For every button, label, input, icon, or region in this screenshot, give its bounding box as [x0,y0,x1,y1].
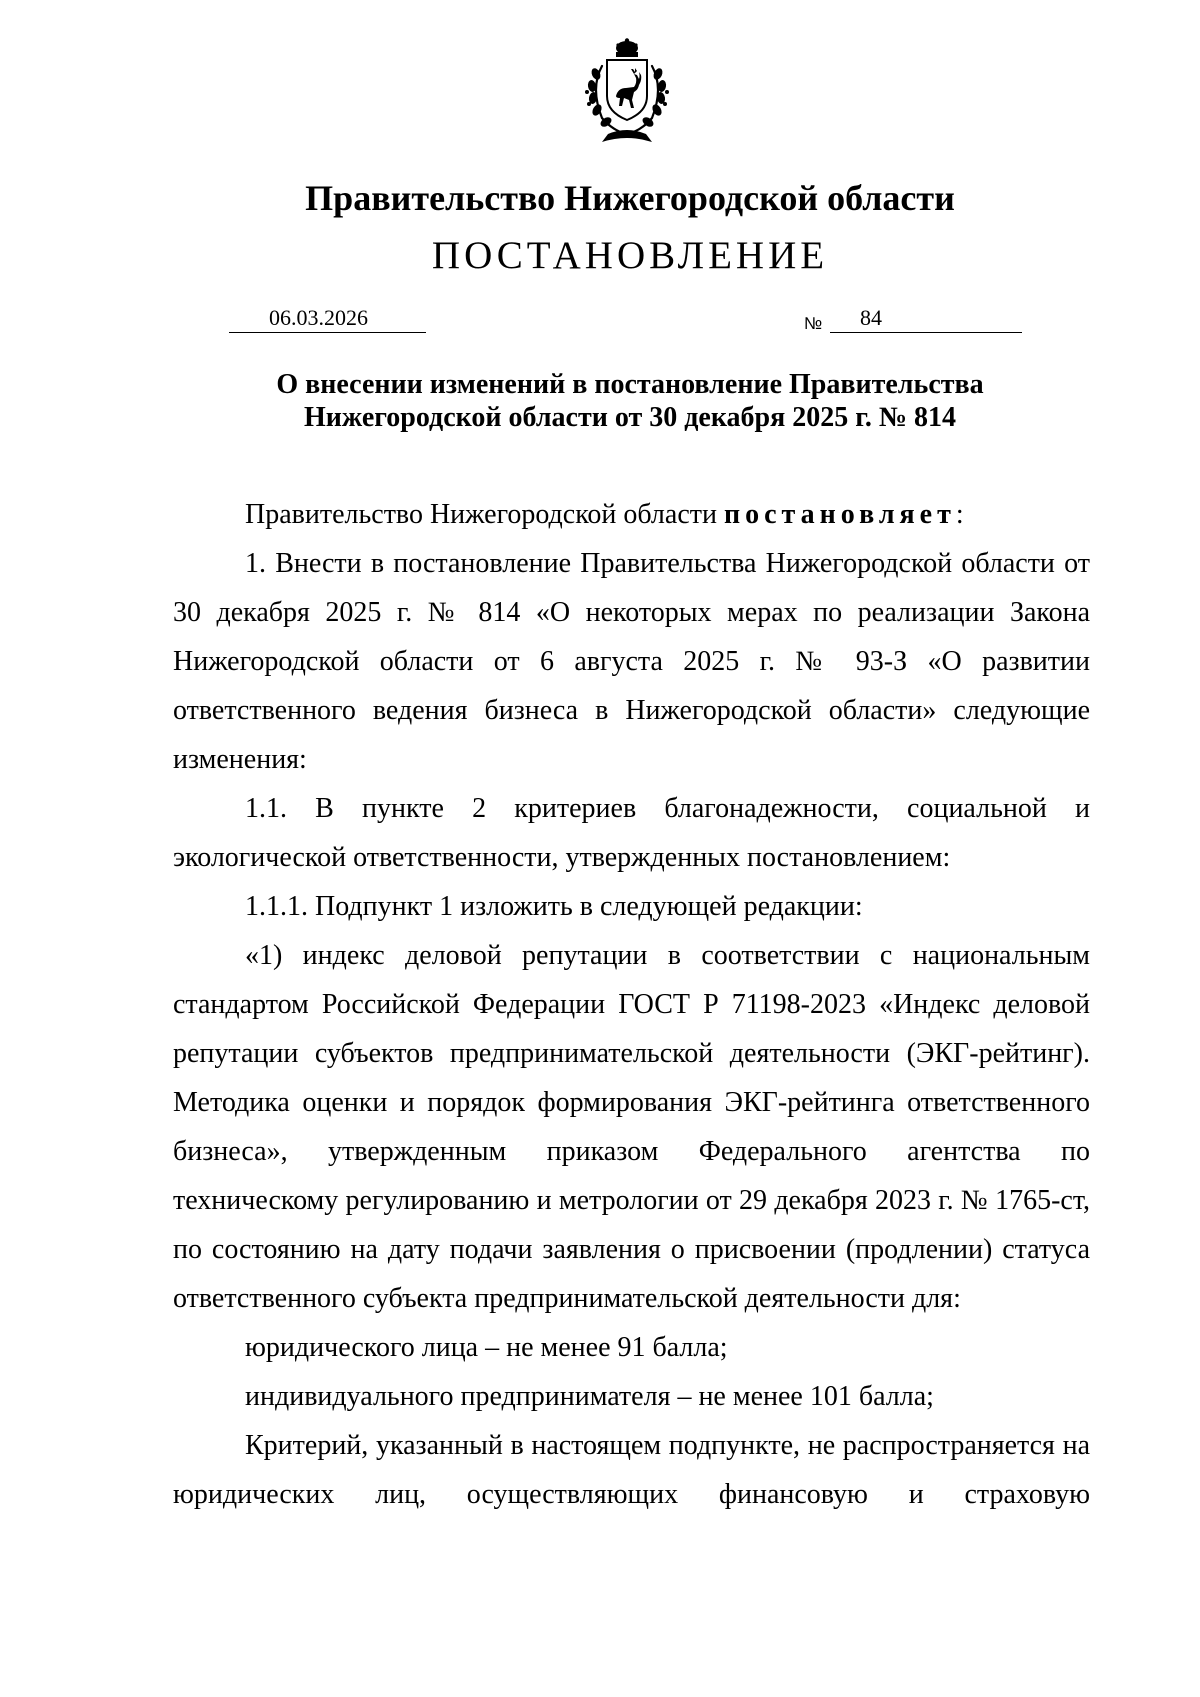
organization-title: Правительство Нижегородской области [305,178,955,218]
document-number-field [830,306,1022,333]
document-body [173,490,1090,1519]
document-number: 84 [860,305,882,330]
individual-entrepreneur-threshold: индивидуального предпринимателя – не менее 101 балла; [245,1381,934,1412]
paragraph-1-1: 1.1. В пункте 2 критериев благонадежности, социальной и экологической ответственности, утвержденных постановлением: [173,793,1090,873]
preamble-paragraph [173,490,1090,539]
subject-line-1: О внесении изменений в постановление Правительства [276,369,984,400]
paragraph-1: 1. Внести в постановление Правительства Нижегородской области от 30 декабря 2025 г. № 814 «О некоторых мерах по реализации Закона Нижегородской области от 6 августа 2025 г. № 93-З «О развитии ответственного ведения бизнеса в Нижегородской области» следующие изменения: [173,548,1090,775]
document-type: ПОСТАНОВЛЕНИЕ [431,234,829,277]
preamble-verb: постановляет [723,499,956,530]
document-subject [0,368,1200,434]
nizhny-novgorod-coat-of-arms-icon [572,38,682,146]
paragraph-1-1-1: 1.1.1. Подпункт 1 изложить в следующей редакции: [245,891,863,922]
preamble-text: Правительство Нижегородской области [245,499,724,530]
legal-entity-threshold: юридического лица – не менее 91 балла; [245,1332,728,1363]
document-date: 06.03.2026 [269,305,368,330]
subject-line-2: Нижегородской области от 30 декабря 2025 г. № 814 [304,402,956,433]
preamble-colon: : [955,499,964,530]
number-sign: № [804,314,823,333]
document-date-field [229,306,426,333]
quoted-subclause: «1) индекс деловой репутации в соответствии с национальным стандартом Российской Федерации ГОСТ Р 71198-2023 «Индекс деловой репутации субъектов предпринимательской деятельности (ЭКГ-рейтинг). Методика оценки и порядок формирования ЭКГ-рейтинга ответственного бизнеса», утвержденным приказом Федерального агентства по техническому регулированию и метрологии от 29 декабря 2023 г. № 1765-ст, по состоянию на дату подачи заявления о присвоении (продлении) статуса ответственного субъекта предпринимательской деятельности для: [173,940,1090,1314]
criterion-paragraph: Критерий, указанный в настоящем подпункте, не распространяется на юридических лиц, осуществляющих финансовую и страховую [173,1430,1090,1510]
